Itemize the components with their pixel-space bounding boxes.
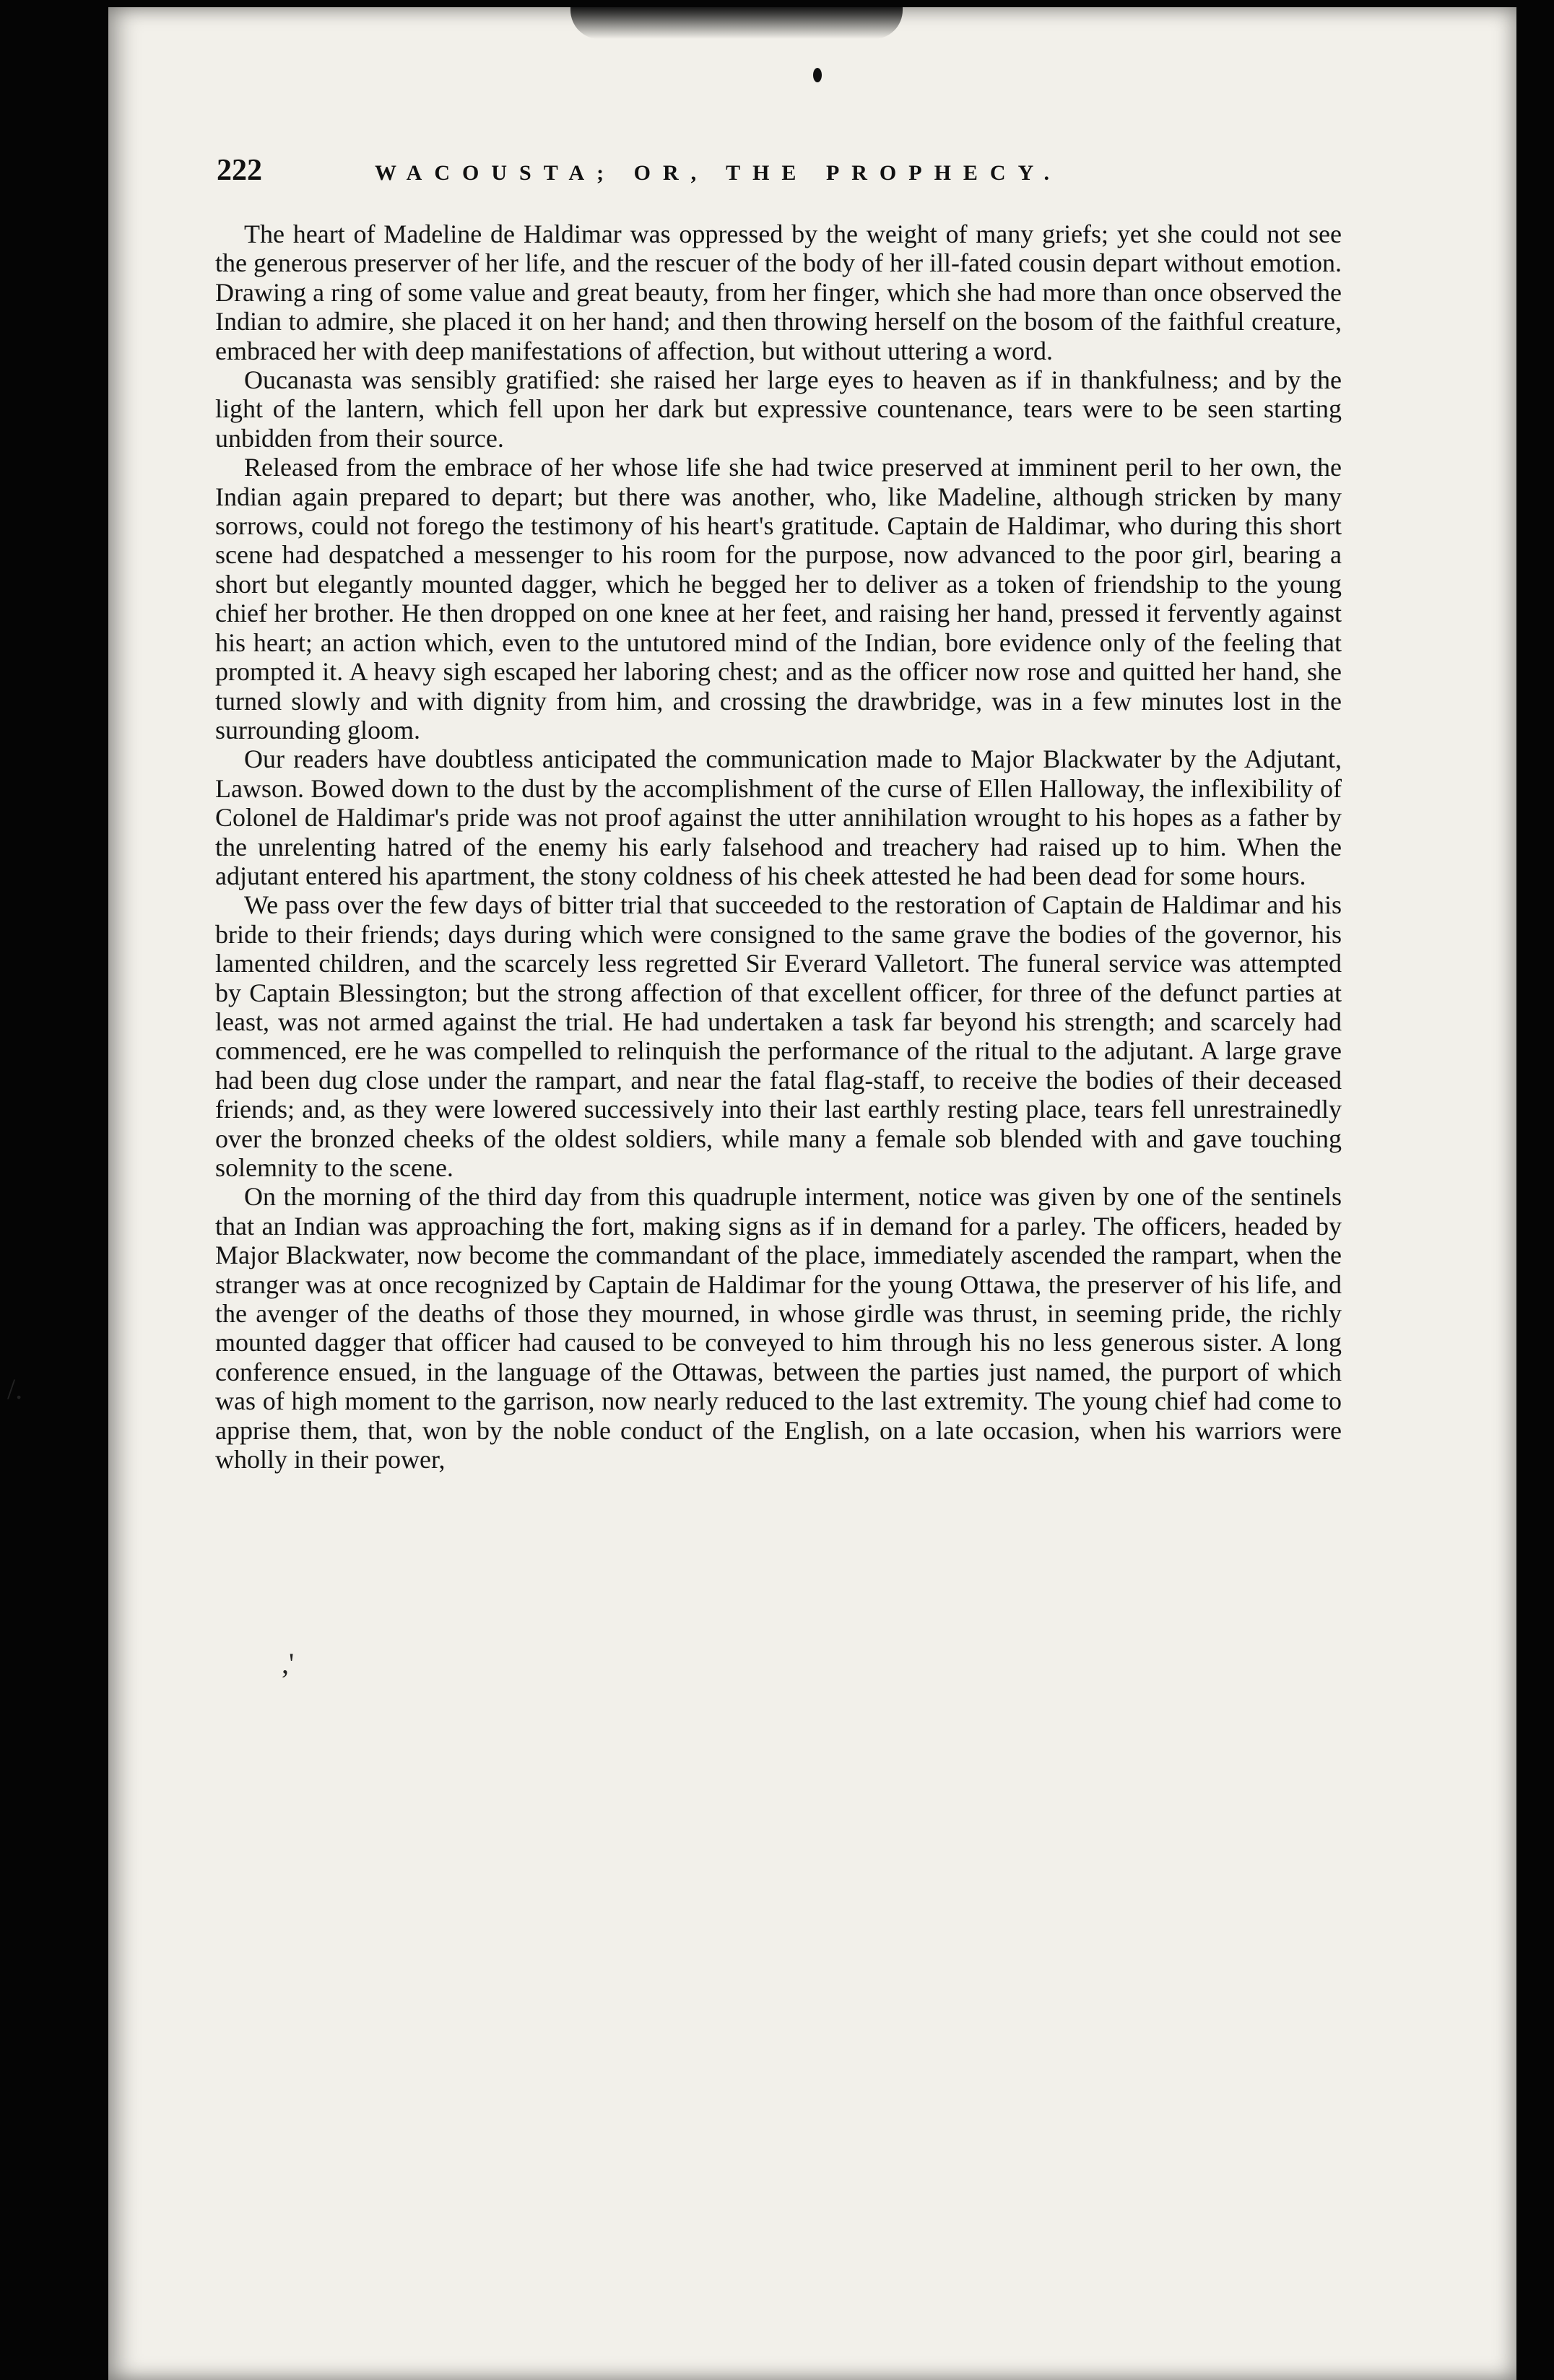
running-title: WACOUSTA; OR, THE PROPHECY. bbox=[375, 161, 1062, 185]
page-number: 222 bbox=[217, 154, 262, 187]
paragraph: On the morning of the third day from this quadruple interment, notice was given by one of the sentinels that an Indian was approaching the fort, making signs as if in demand for a parley. The officers, headed by Major Blackwater, now become the commandant of the place, immediately ascended the rampart, when the stranger was at once recognized by Captain de Haldimar for the young Ottawa, the preserver of his life, and the avenger of the deaths of those they mourned, in whose girdle was thrust, in seeming pride, the richly mounted dagger that officer had caused to be conveyed to him through his no less generous sister. A long conference ensued, in the language of the Ottawas, between the parties just named, the purport of which was of high moment to the garrison, now nearly reduced to the last extremity. The young chief had come to apprise them, that, won by the noble conduct of the English, on a late occasion, when his warriors were wholly in their power, bbox=[215, 1182, 1342, 1475]
paragraph: Released from the embrace of her whose life she had twice preserved at imminent peril to her own, the Indian again prepared to depart; but there was another, who, like Madeline, although stricken by many sorrows, could not forego the testimony of his heart's gratitude. Captain de Haldimar, who during this short scene had despatched a messenger to his room for the purpose, now advanced to the poor girl, bearing a short but elegantly mounted dagger, which he begged her to deliver as a token of friendship to the young chief her brother. He then dropped on one knee at her feet, and raising her hand, pressed it fervently against his heart; an action which, even to the untutored mind of the Indian, bore evidence only of the feeling that prompted it. A heavy sigh escaped her laboring chest; and as the officer now rose and quitted her hand, she turned slowly and with dignity from him, and crossing the drawbridge, was in a few minutes lost in the surrounding gloom. bbox=[215, 453, 1342, 744]
paragraph: Oucanasta was sensibly gratified: she raised her large eyes to heaven as if in thankfulness; and by the light of the lantern, which fell upon her dark but expressive countenance, tears were to be seen starting unbidden from their source. bbox=[215, 365, 1342, 453]
scan-shadow bbox=[570, 7, 903, 39]
running-head bbox=[217, 153, 1343, 188]
paragraph: The heart of Madeline de Haldimar was oppressed by the weight of many griefs; yet she could not see the generous preserver of her life, and the rescuer of the body of her ill-fated cousin depart without emotion. Drawing a ring of some value and great beauty, from her finger, which she had more than once observed the Indian to admire, she placed it on her hand; and then throwing herself on the bosom of the faithful creature, embraced her with deep manifestations of affection, but without uttering a word. bbox=[215, 220, 1342, 365]
paragraph: Our readers have doubtless anticipated the communication made to Major Blackwater by the Adjutant, Lawson. Bowed down to the dust by the accomplishment of the curse of Ellen Halloway, the inflexibility of Colonel de Haldimar's pride was not proof against the utter annihilation wrought to his hopes as a father by the unrelenting hatred of the enemy his early falsehood and treachery had raised up to him. When the adjutant entered his apartment, the stony coldness of his cheek attested he had been dead for some hours. bbox=[215, 744, 1342, 890]
margin-smudge: /. bbox=[7, 1373, 23, 1405]
margin-smudge: ,' bbox=[282, 1647, 295, 1680]
body-text bbox=[215, 220, 1342, 1474]
ink-spot bbox=[813, 68, 822, 82]
paragraph: We pass over the few days of bitter trial that succeeded to the restoration of Captain de Haldimar and his bride to their friends; days during which were consigned to the same grave the bodies of the governor, his lamented children, and the scarcely less regretted Sir Everard Valletort. The funeral service was attempted by Captain Blessington; but the strong affection of that excellent officer, for three of the defunct parties at least, was not armed against the trial. He had undertaken a task far beyond his strength; and scarcely had commenced, ere he was compelled to relinquish the performance of the ritual to the adjutant. A large grave had been dug close under the rampart, and near the fatal flag-staff, to receive the bodies of their deceased friends; and, as they were lowered successively into their last earthly resting place, tears fell unrestrainedly over the bronzed cheeks of the oldest soldiers, while many a female sob blended with and gave touching solemnity to the scene. bbox=[215, 890, 1342, 1182]
